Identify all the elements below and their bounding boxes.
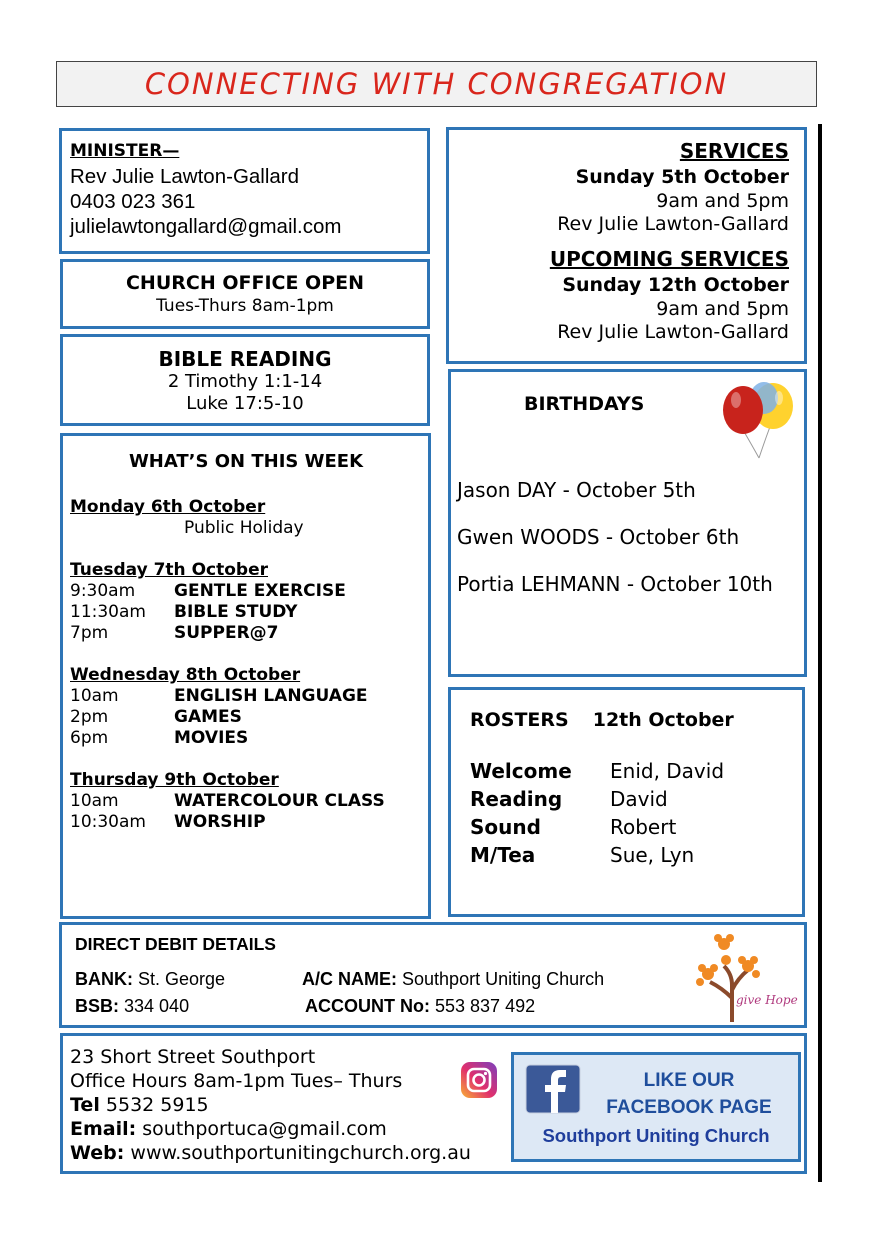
birthdays-heading: BIRTHDAYS bbox=[524, 393, 645, 415]
event-name: MOVIES bbox=[174, 728, 249, 748]
rosters-box bbox=[448, 687, 805, 917]
upcoming-service-leader: Rev Julie Lawton-Gallard bbox=[557, 321, 789, 343]
direct-debit-box bbox=[59, 922, 807, 1028]
roster-row bbox=[470, 757, 802, 785]
minister-box bbox=[59, 128, 430, 254]
event-name: GENTLE EXERCISE bbox=[174, 581, 346, 601]
service-leader: Rev Julie Lawton-Gallard bbox=[557, 213, 789, 235]
minister-phone[interactable]: 0403 023 361 bbox=[70, 190, 196, 213]
birthday-item: Gwen WOODS - October 6th bbox=[457, 525, 740, 549]
day-block bbox=[70, 560, 422, 644]
day-heading: Tuesday 7th October bbox=[70, 560, 268, 580]
event-time: 10:30am bbox=[70, 812, 146, 832]
tel-value[interactable]: 5532 5915 bbox=[105, 1094, 209, 1116]
event-row bbox=[70, 728, 422, 749]
bank-label: BANK: bbox=[75, 969, 133, 989]
event-time: 10am bbox=[70, 686, 119, 706]
day-block bbox=[70, 770, 422, 833]
roster-names: Robert bbox=[610, 815, 677, 839]
birthday-item: Portia LEHMANN - October 10th bbox=[457, 572, 773, 596]
email-value[interactable]: southportuca@gmail.com bbox=[142, 1118, 387, 1140]
services-box bbox=[446, 127, 807, 364]
roster-role: Sound bbox=[470, 815, 541, 839]
rosters-heading: ROSTERS bbox=[470, 709, 569, 731]
upcoming-service-date: Sunday 12th October bbox=[562, 274, 789, 296]
acname-value: Southport Uniting Church bbox=[402, 969, 605, 989]
day-heading: Monday 6th October bbox=[70, 497, 266, 517]
bsb-value: 334 040 bbox=[124, 996, 190, 1016]
account-value: 553 837 492 bbox=[435, 996, 536, 1016]
roster-names: Sue, Lyn bbox=[610, 843, 695, 867]
contact-web bbox=[70, 1141, 471, 1165]
office-heading: CHURCH OFFICE OPEN bbox=[125, 272, 365, 294]
office-hours: Office Hours 8am-1pm Tues– Thurs bbox=[70, 1070, 403, 1092]
acname-label: A/C NAME: bbox=[302, 969, 397, 989]
account-label: ACCOUNT No: bbox=[305, 996, 430, 1016]
event-name: BIBLE STUDY bbox=[174, 602, 298, 622]
rosters-date: 12th October bbox=[592, 709, 734, 731]
upcoming-services-heading: UPCOMING SERVICES bbox=[549, 247, 789, 271]
office-box bbox=[60, 259, 430, 329]
event-row bbox=[70, 581, 422, 602]
tel-label: Tel bbox=[70, 1094, 100, 1116]
contact-email bbox=[70, 1117, 471, 1141]
debit-account bbox=[305, 996, 535, 1017]
day-block bbox=[70, 497, 422, 539]
event-row bbox=[70, 623, 422, 644]
facebook-line1: LIKE OUR bbox=[643, 1070, 735, 1091]
give-hope-text: give Hope bbox=[736, 993, 798, 1007]
roster-names: David bbox=[610, 787, 668, 811]
event-row bbox=[70, 791, 422, 812]
day-note: Public Holiday bbox=[184, 518, 304, 538]
roster-names: Enid, David bbox=[610, 759, 725, 783]
facebook-icon[interactable] bbox=[525, 1064, 581, 1114]
minister-name: Rev Julie Lawton-Gallard bbox=[70, 165, 300, 188]
give-hope-logo bbox=[688, 930, 798, 1022]
roster-role: Reading bbox=[470, 787, 563, 811]
event-time: 10am bbox=[70, 791, 119, 811]
birthdays-box bbox=[448, 369, 807, 677]
day-heading: Thursday 9th October bbox=[70, 770, 279, 790]
address: 23 Short Street Southport bbox=[70, 1046, 316, 1068]
event-row bbox=[70, 812, 422, 833]
facebook-page-name[interactable]: Southport Uniting Church bbox=[542, 1125, 770, 1146]
roster-role: M/Tea bbox=[470, 843, 536, 867]
roster-row bbox=[470, 813, 802, 841]
roster-role: Welcome bbox=[470, 759, 572, 783]
service-times: 9am and 5pm bbox=[656, 190, 789, 212]
event-time: 2pm bbox=[70, 707, 109, 727]
web-label: Web: bbox=[70, 1142, 125, 1164]
office-hours: Tues-Thurs 8am-1pm bbox=[156, 296, 334, 316]
roster-row bbox=[470, 841, 802, 869]
instagram-icon[interactable] bbox=[460, 1061, 498, 1099]
roster-row bbox=[470, 785, 802, 813]
event-time: 11:30am bbox=[70, 602, 146, 622]
day-block bbox=[70, 665, 422, 749]
event-name: ENGLISH LANGUAGE bbox=[174, 686, 368, 706]
contact-tel bbox=[70, 1093, 471, 1117]
debit-heading: DIRECT DEBIT DETAILS bbox=[75, 934, 276, 954]
rosters-title bbox=[470, 709, 802, 731]
debit-bsb bbox=[75, 996, 189, 1017]
bible-box bbox=[60, 334, 430, 426]
event-time: 7pm bbox=[70, 623, 109, 643]
day-heading: Wednesday 8th October bbox=[70, 665, 301, 685]
facebook-box[interactable] bbox=[511, 1052, 801, 1162]
debit-acname bbox=[302, 969, 604, 990]
page-title: CONNECTING WITH CONGREGATION bbox=[144, 67, 729, 101]
event-name: WORSHIP bbox=[174, 812, 266, 832]
bank-value: St. George bbox=[138, 969, 226, 989]
whats-on-box bbox=[60, 433, 431, 919]
event-time: 6pm bbox=[70, 728, 109, 748]
balloons-icon bbox=[721, 378, 801, 464]
event-name: GAMES bbox=[174, 707, 242, 727]
birthday-item: Jason DAY - October 5th bbox=[457, 478, 696, 502]
event-row bbox=[70, 707, 422, 728]
web-value[interactable]: www.southportunitingchurch.org.au bbox=[130, 1142, 471, 1164]
email-label: Email: bbox=[70, 1118, 137, 1140]
title-banner bbox=[56, 61, 817, 107]
bible-reading-2: Luke 17:5-10 bbox=[186, 393, 304, 414]
minister-email[interactable]: julielawtongallard@gmail.com bbox=[70, 215, 342, 238]
bible-reading-1: 2 Timothy 1:1-14 bbox=[167, 371, 323, 392]
upcoming-service-times: 9am and 5pm bbox=[656, 298, 789, 320]
event-row bbox=[70, 602, 422, 623]
services-heading: SERVICES bbox=[679, 139, 789, 163]
bible-heading: BIBLE READING bbox=[158, 347, 332, 371]
bsb-label: BSB: bbox=[75, 996, 119, 1016]
service-date: Sunday 5th October bbox=[575, 166, 789, 188]
contact-box bbox=[60, 1033, 807, 1174]
whats-on-heading: WHAT’S ON THIS WEEK bbox=[128, 451, 364, 472]
event-time: 9:30am bbox=[70, 581, 136, 601]
debit-bank bbox=[75, 969, 225, 990]
minister-heading: MINISTER— bbox=[70, 141, 180, 161]
event-name: SUPPER@7 bbox=[174, 623, 279, 643]
facebook-line2: FACEBOOK PAGE bbox=[606, 1097, 772, 1118]
event-row bbox=[70, 686, 422, 707]
event-name: WATERCOLOUR CLASS bbox=[174, 791, 385, 811]
vertical-rule bbox=[818, 124, 822, 1182]
